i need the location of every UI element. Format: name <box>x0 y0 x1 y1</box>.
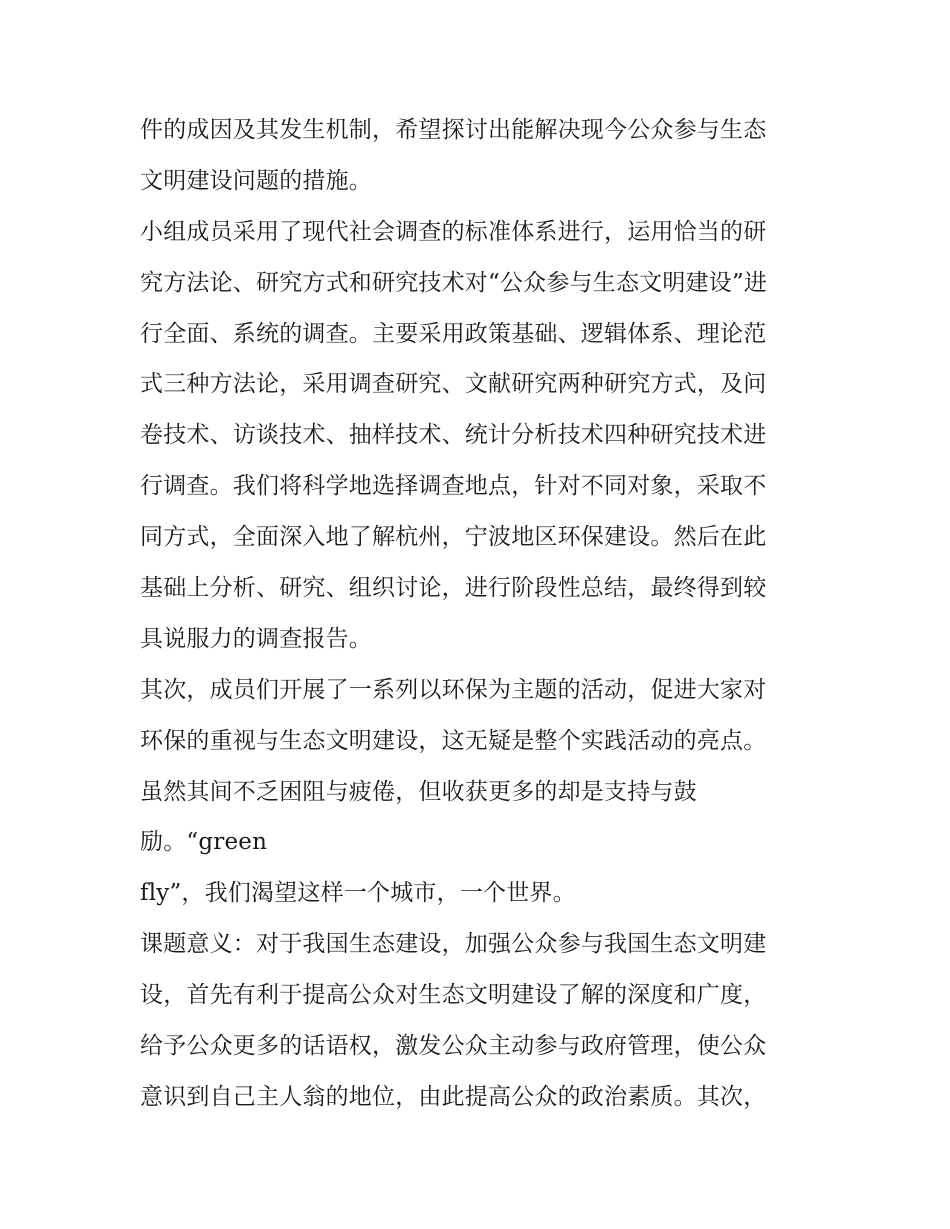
text-line: 虽然其间不乏困阻与疲倦，但收获更多的却是支持与鼓 <box>140 778 697 805</box>
text-line: 行全面、系统的调查。主要采用政策基础、逻辑体系、理论范 <box>140 320 767 347</box>
text-line: 式三种方法论，采用调查研究、文献研究两种研究方式，及问 <box>140 371 767 398</box>
body-text <box>140 105 820 1123</box>
text-line: 文明建设问题的措施。 <box>140 167 372 194</box>
text-line: 给予公众更多的话语权，激发公众主动参与政府管理，使公众 <box>140 1033 767 1060</box>
text-line: 小组成员采用了现代社会调查的标准体系进行，运用恰当的研 <box>140 218 767 245</box>
text-line: fly”，我们渴望这样一个城市，一个世界。 <box>140 880 576 907</box>
text-line: 行调查。我们将科学地选择调查地点，针对不同对象，采取不 <box>140 473 767 500</box>
text-line: 具说服力的调查报告。 <box>140 625 372 652</box>
text-line: 课题意义：对于我国生态建设，加强公众参与我国生态文明建 <box>140 931 767 958</box>
text-line: 究方法论、研究方式和研究技术对“公众参与生态文明建设”进 <box>140 269 768 296</box>
text-line: 意识到自己主人翁的地位，由此提高公众的政治素质。其次， <box>140 1083 767 1110</box>
text-line: 设，首先有利于提高公众对生态文明建设了解的深度和广度， <box>140 982 767 1009</box>
text-line: 环保的重视与生态文明建设，这无疑是整个实践活动的亮点。 <box>140 727 767 754</box>
text-line: 基础上分析、研究、组织讨论，进行阶段性总结，最终得到较 <box>140 575 767 602</box>
text-line: 其次，成员们开展了一系列以环保为主题的活动，促进大家对 <box>140 676 767 703</box>
text-line: 卷技术、访谈技术、抽样技术、统计分析技术四种研究技术进 <box>140 422 767 449</box>
text-line: 励。“green <box>140 829 268 856</box>
text-line: 件的成因及其发生机制，希望探讨出能解决现今公众参与生态 <box>140 117 767 143</box>
text-line: 同方式，全面深入地了解杭州，宁波地区环保建设。然后在此 <box>140 524 767 551</box>
